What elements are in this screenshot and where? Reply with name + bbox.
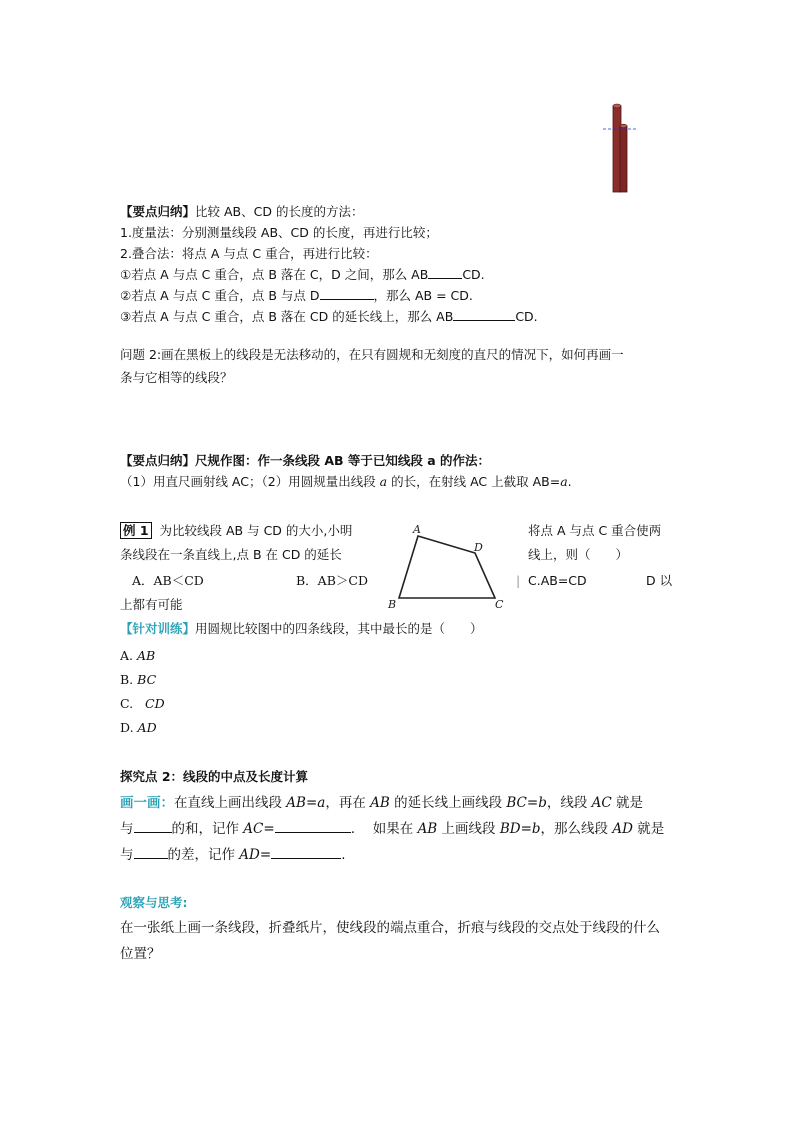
example1-line2-right: 线上，则（ ） — [528, 547, 629, 562]
example1-option-d[interactable]: D 以 — [646, 573, 673, 588]
summary1-heading-text: 比较 AB、CD 的长度的方法： — [195, 204, 364, 219]
summary1-method1: 1.度量法：分别测量线段 AB、CD 的长度，再进行比较； — [120, 225, 438, 240]
explore2-line1: 画一画：在直线上画出线段 AB=a，再在 AB 的延长线上画线段 BC=b，线段 AC 就是 — [120, 795, 644, 811]
blank-sum-with[interactable] — [134, 819, 172, 833]
example1-option-b[interactable]: B．AB＞CD — [296, 573, 368, 588]
summary2-heading-text: 尺规作图：作一条线段 AB 等于已知线段 a 的作法： — [195, 453, 491, 468]
blank-case1[interactable] — [428, 266, 462, 279]
observe-line1: 在一张纸上画一条线段，折叠纸片，使线段的端点重合，折痕与线段的交点处于线段的什么 — [120, 920, 660, 936]
rod-right-top — [620, 124, 627, 128]
example1-line2-left: 条线段在一条直线上,点 B 在 CD 的延长 — [120, 547, 342, 562]
figure-label-d: D — [474, 541, 483, 554]
example1-line4: 上都有可能 — [120, 597, 183, 612]
example1-line1-left: 例 1 为比较线段 AB 与 CD 的大小,小明 — [120, 522, 352, 540]
summary1-bracket: 【要点归纳】 — [120, 204, 196, 219]
summary1-case1: ①若点 A 与点 C 重合，点 B 落在 C，D 之间，那么 AB CD. — [120, 267, 485, 282]
summary1-heading — [120, 203, 363, 221]
training-option-c[interactable]: C. CD — [120, 696, 165, 711]
quadrilateral-figure — [383, 520, 513, 612]
question2-line2: 条与它相等的线段？ — [120, 370, 233, 385]
blank-ad[interactable] — [271, 845, 341, 859]
rod-right — [620, 126, 627, 192]
example1-line1-right: 将点 A 与点 C 重合使两 — [528, 523, 662, 538]
example1-option-c[interactable]: C.AB=CD — [528, 573, 587, 588]
explore2-title: 探究点 2：线段的中点及长度计算 — [120, 769, 309, 784]
training-option-d[interactable]: D. AD — [120, 720, 157, 735]
example1-option-a[interactable]: A．AB＜CD — [132, 573, 204, 588]
summary1-case3: ③若点 A 与点 C 重合，点 B 落在 CD 的延长线上，那么 AB CD. — [120, 309, 538, 324]
figure-label-b: B — [388, 598, 397, 611]
observe-line2: 位置？ — [120, 946, 161, 962]
draw-label: 画一画： — [120, 795, 174, 811]
explore2-line3: 与 的差，记作 AD= . — [120, 847, 346, 863]
figure-label-a: A — [413, 523, 421, 536]
example1-tag: 例 1 — [120, 522, 152, 539]
figure-label-c: C — [495, 598, 504, 611]
explore2-line2: 与 的和，记作 AC= . 如果在 AB 上画线段 BD=b，那么线段 AD 就是 — [120, 821, 665, 837]
blank-case2[interactable] — [320, 287, 374, 300]
summary1-case2: ②若点 A 与点 C 重合，点 B 与点 D ，那么 AB = CD. — [120, 288, 473, 303]
summary2-bracket: 【要点归纳】 — [120, 453, 196, 468]
training-option-b[interactable]: B. BC — [120, 672, 157, 687]
summary2-steps: （1）用直尺画射线 AC；（2）用圆规量出线段 a 的长，在射线 AC 上截取 AB=a. — [120, 474, 572, 489]
observe-title: 观察与思考: — [120, 895, 188, 910]
training-question: 【针对训练】用圆规比较图中的四条线段，其中最长的是（ ） — [120, 621, 483, 636]
blank-diff-with[interactable] — [134, 845, 168, 859]
training-bracket: 【针对训练】 — [120, 621, 196, 636]
question2-line1: 问题 2:画在黑板上的线段是无法移动的，在只有圆规和无刻度的直尺的情况下，如何再画一 — [120, 347, 624, 362]
blank-ac[interactable] — [275, 819, 351, 833]
text-cursor-mark: | — [516, 573, 521, 588]
training-option-a[interactable]: A. AB — [120, 648, 156, 663]
blank-case3[interactable] — [453, 308, 515, 321]
summary1-method2: 2.叠合法：将点 A 与点 C 重合，再进行比较： — [120, 246, 378, 261]
rod-left-top — [613, 104, 621, 108]
summary2-heading — [120, 452, 490, 470]
rods-illustration — [600, 100, 640, 195]
